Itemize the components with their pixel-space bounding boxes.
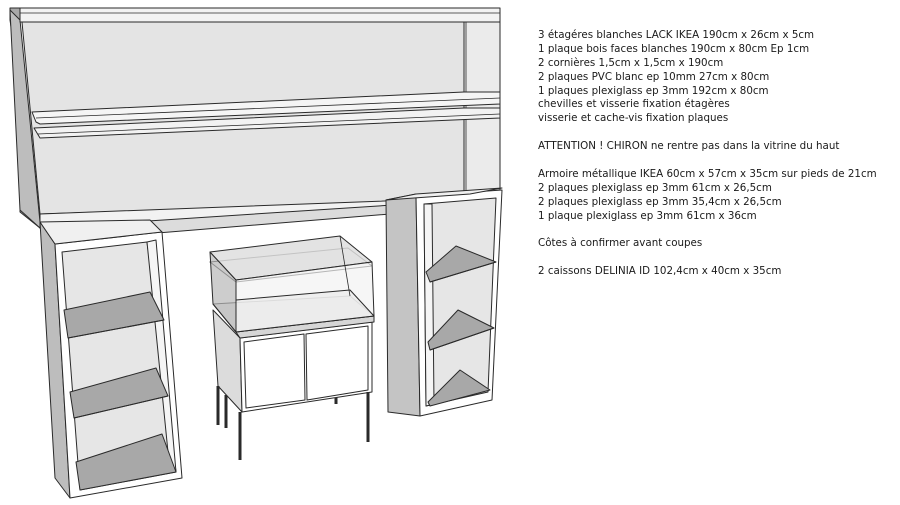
note-line: 2 plaques plexiglass ep 3mm 61cm x 26,5cm	[538, 181, 772, 194]
top-case-top-board	[20, 8, 500, 22]
left-storage-cabinet	[40, 220, 182, 498]
note-line: ATTENTION ! CHIRON ne rentre pas dans la vitrine du haut	[538, 140, 840, 153]
center-display-unit	[210, 236, 374, 460]
right-cabinet-side	[386, 194, 420, 416]
blank-line	[538, 251, 898, 265]
note-line: Côtes à confirmer avant coupes	[538, 237, 703, 250]
note-line: Armoire métallique IKEA 60cm x 57cm x 35cm sur pieds de 21cm	[538, 167, 877, 180]
blank-line	[538, 126, 898, 140]
note-line: 1 plaque bois faces blanches 190cm x 80cm Ep 1cm	[538, 42, 810, 55]
material-list-notes	[538, 29, 898, 279]
center-cabinet-door-right	[306, 326, 368, 400]
note-line: 1 plaque plexiglass ep 3mm 61cm x 36cm	[538, 209, 757, 222]
right-cabinet-inner-left	[424, 204, 434, 406]
note-line: 2 cornières 1,5cm x 1,5cm x 190cm	[538, 56, 724, 69]
center-glass-vitrine	[210, 236, 374, 332]
note-line: 2 plaques PVC blanc ep 10mm 27cm x 80cm	[538, 70, 770, 83]
note-line: 2 plaques plexiglass ep 3mm 35,4cm x 26,5cm	[538, 195, 782, 208]
blank-line	[538, 223, 898, 237]
center-cabinet-door-left	[244, 334, 305, 408]
blank-line	[538, 154, 898, 168]
note-line: chevilles et visserie fixation étagères	[538, 98, 730, 111]
note-line: 3 étagéres blanches LACK IKEA 190cm x 26cm x 5cm	[538, 29, 815, 41]
note-line: visserie et cache-vis fixation plaques	[538, 112, 729, 125]
note-line: 1 plaques plexiglass ep 3mm 192cm x 80cm	[538, 84, 769, 97]
note-line: 2 caissons DELINIA ID 102,4cm x 40cm x 35cm	[538, 265, 782, 278]
right-storage-cabinet	[386, 188, 502, 416]
